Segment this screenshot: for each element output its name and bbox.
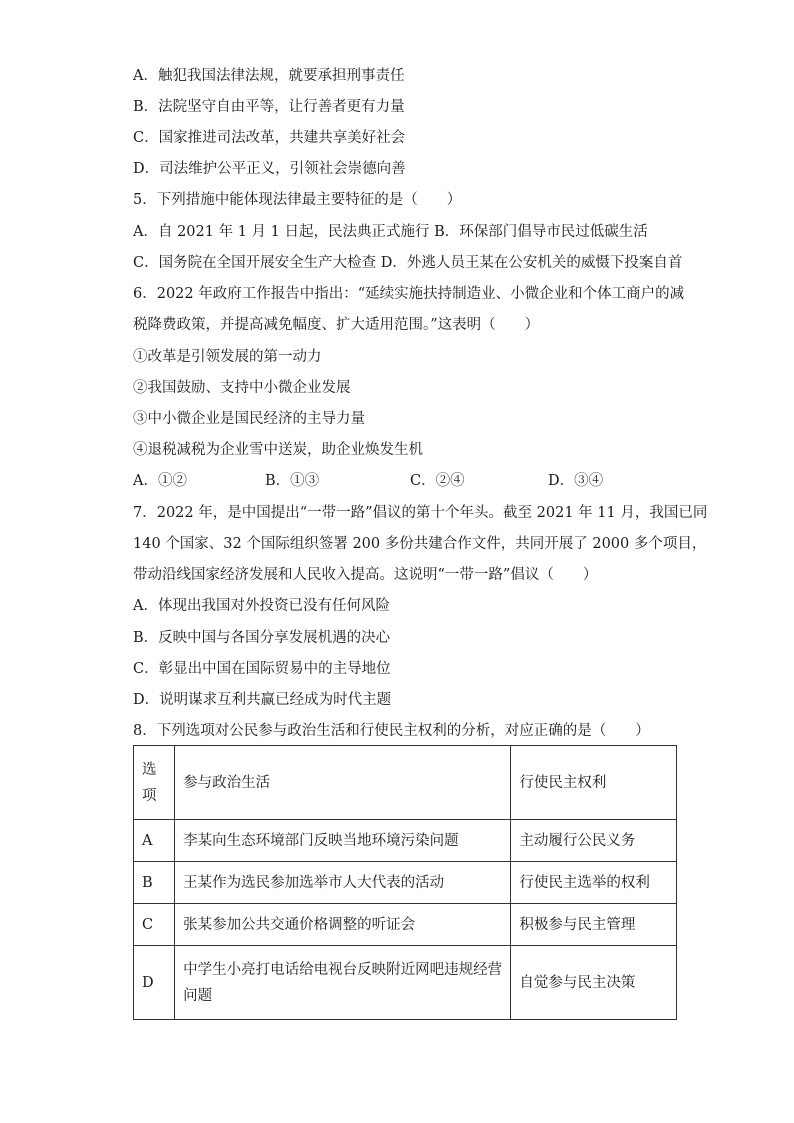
row-d-participation: 中学生小亮打电话给电视台反映附近网吧违规经营问题 [175,946,511,1020]
row-c-participation: 张某参加公共交通价格调整的听证会 [175,904,511,946]
q6-statement-3: ③中小微企业是国民经济的主导力量 [133,411,365,427]
q6-stem-line2: 税降费政策，并提高减免幅度、扩大适用范围。”这表明（ ） [133,317,540,333]
q4-option-d: D．司法维护公平正义，引领社会崇德向善 [133,161,406,177]
q7-option-b: B．反映中国与各国分享发展机遇的决心 [133,630,391,646]
q7-stem-line3: 带动沿线国家经济发展和人民收入提高。这说明“一带一路”倡议（ ） [133,567,598,583]
table-header-row [134,746,677,820]
q7-option-c: C．彰显出中国在国际贸易中的主导地位 [133,661,391,677]
q5-options-cd: C．国务院在全国开展安全生产大检查 D．外逃人员王某在公安机关的威慑下投案自首 [133,255,683,271]
q6-option-a: A．①② [133,473,187,489]
q5-stem: 5．下列措施中能体现法律最主要特征的是（ ） [133,192,462,208]
q6-option-c: C．②④ [410,473,465,489]
q4-option-c: C．国家推进司法改革，共建共享美好社会 [133,130,406,146]
q7-option-a: A．体现出我国对外投资已没有任何风险 [133,598,390,614]
q7-stem-line1: 7．2022 年，是中国提出“一带一路”倡议的第十个年头。截至 2021 年 11 月，我国已同 [133,505,708,521]
q7-stem-line2: 140 个国家、32 个国际组织签署 200 多份共建合作文件，共同开展了 2000 多个项目， [133,536,707,552]
row-c-rights: 积极参与民主管理 [511,904,677,946]
q6-stem-line1: 6．2022 年政府工作报告中指出：“延续实施扶持制造业、小微企业和个体工商户的减 [133,286,685,302]
table-row [134,904,677,946]
row-b-option: B [134,862,175,904]
row-c-option: C [134,904,175,946]
row-a-rights: 主动履行公民义务 [511,820,677,862]
q7-option-d: D．说明谋求互利共赢已经成为时代主题 [133,692,392,708]
q6-statement-2: ②我国鼓励、支持中小微企业发展 [133,380,351,396]
q4-option-a: A．触犯我国法律法规，就要承担刑事责任 [133,68,405,84]
header-cell-rights: 行使民主权利 [511,746,677,820]
row-b-participation: 王某作为选民参加选举市人大代表的活动 [175,862,511,904]
row-a-option: A [134,820,175,862]
row-a-participation: 李某向生态环境部门反映当地环境污染问题 [175,820,511,862]
q8-table [133,745,677,1020]
q5-options-ab: A．自 2021 年 1 月 1 日起，民法典正式施行 B．环保部门倡导市民过低碳生活 [133,224,648,240]
table-row [134,946,677,1020]
row-b-rights: 行使民主选举的权利 [511,862,677,904]
q8-stem: 8．下列选项对公民参与政治生活和行使民主权利的分析，对应正确的是（ ） [133,723,650,739]
q6-option-d: D．③④ [548,473,604,489]
row-d-option: D [134,946,175,1020]
header-cell-option: 选 项 [134,746,175,820]
header-cell-participation: 参与政治生活 [175,746,511,820]
q6-statement-1: ①改革是引领发展的第一动力 [133,349,322,365]
q6-statement-4: ④退税减税为企业雪中送炭，助企业焕发生机 [133,442,423,458]
q6-option-b: B．①③ [265,473,320,489]
row-d-rights: 自觉参与民主决策 [511,946,677,1020]
table-row [134,862,677,904]
q4-option-b: B．法院坚守自由平等，让行善者更有力量 [133,99,405,115]
table-row [134,820,677,862]
